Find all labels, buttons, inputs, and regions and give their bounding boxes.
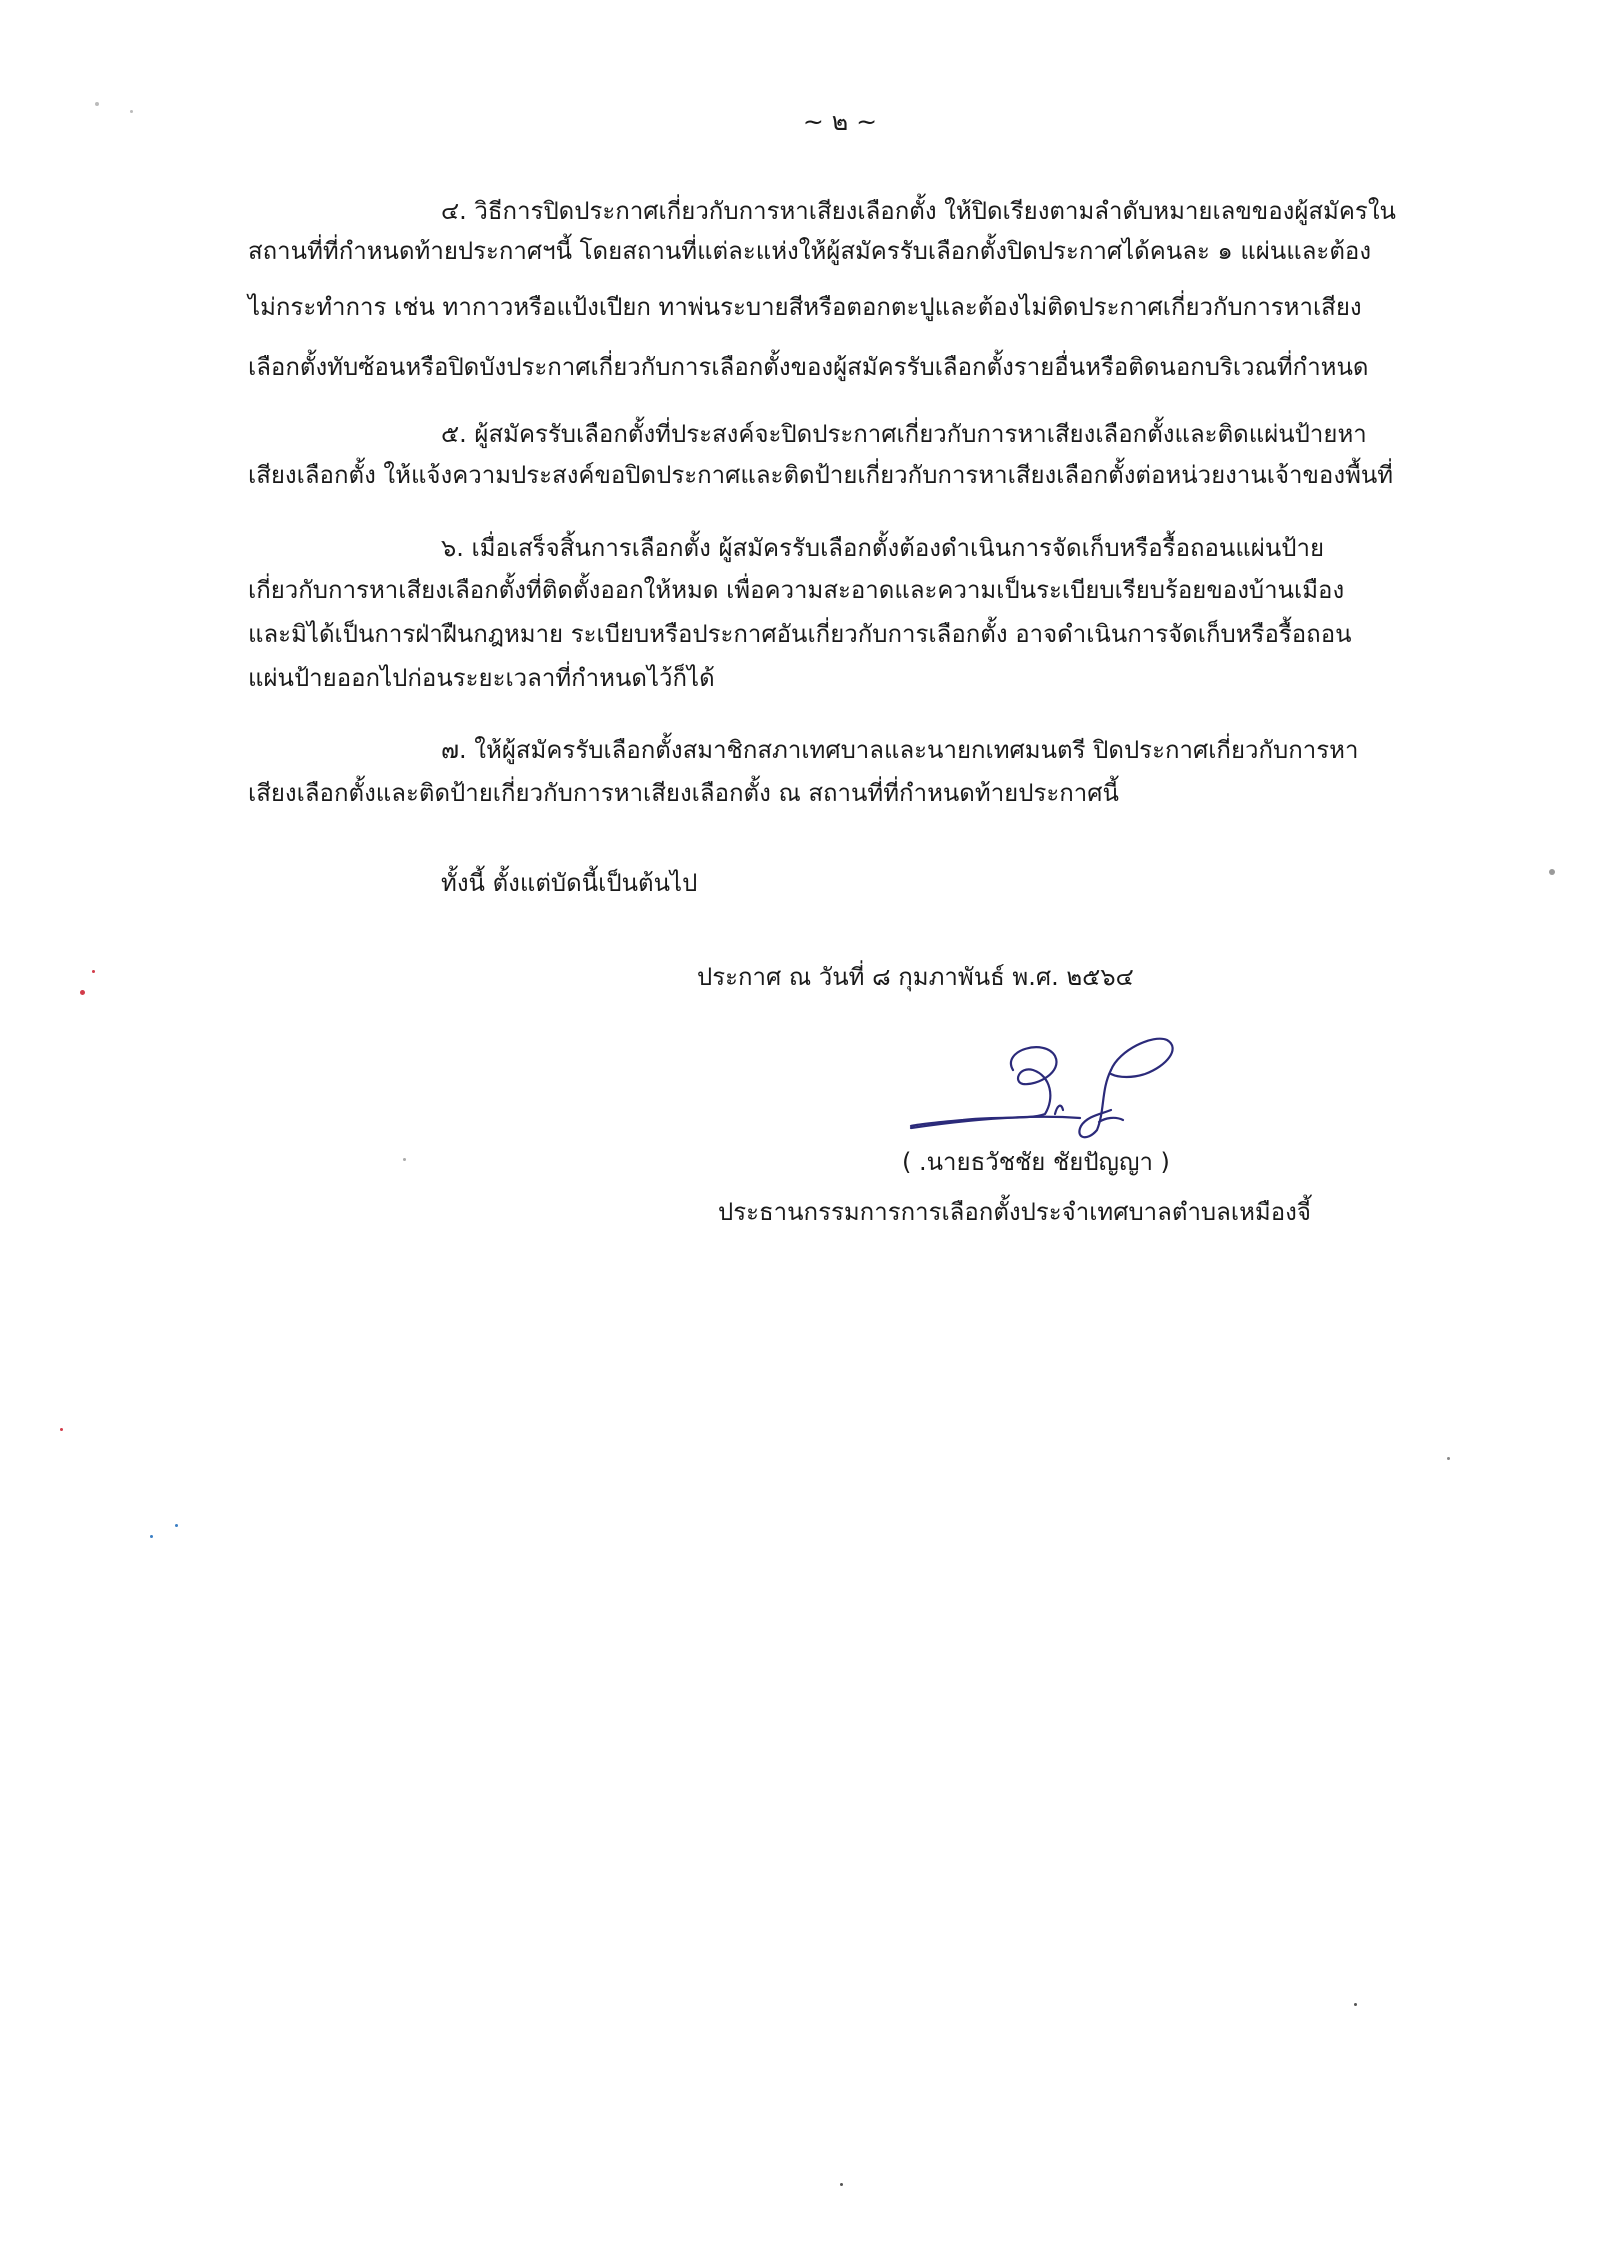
scan-speck [150, 1535, 153, 1538]
paragraph-7-line-2: เสียงเลือกตั้งและติดป้ายเกี่ยวกับการหาเสียงเลือกตั้ง ณ สถานที่ที่กำหนดท้ายประกาศนี้ [248, 779, 1119, 807]
paragraph-6-line-3: และมิได้เป็นการฝ่าฝืนกฎหมาย ระเบียบหรือประกาศอันเกี่ยวกับการเลือกตั้ง อาจดำเนินการจัดเก็บหรือรื้อถอน [248, 620, 1352, 648]
scan-speck [175, 1524, 178, 1527]
scan-speck [1354, 2003, 1357, 2006]
signatory-name: ( .นายธวัชชัย ชัยปัญญา ) [902, 1148, 1170, 1176]
scan-speck [60, 1428, 63, 1431]
scan-speck [403, 1158, 406, 1161]
signatory-position: ประธานกรรมการการเลือกตั้งประจำเทศบาลตำบลเหมืองจี้ [718, 1198, 1311, 1226]
paragraph-6-line-1: ๖. เมื่อเสร็จสิ้นการเลือกตั้ง ผู้สมัครรับเลือกตั้งต้องดำเนินการจัดเก็บหรือรื้อถอนแผ่นป้าย [441, 534, 1325, 562]
announcement-date: ประกาศ ณ วันที่ ๘ กุมภาพันธ์ พ.ศ. ๒๕๖๔ [697, 963, 1134, 991]
scan-speck [95, 102, 99, 106]
paragraph-7-line-1: ๗. ให้ผู้สมัครรับเลือกตั้งสมาชิกสภาเทศบาลและนายกเทศมนตรี ปิดประกาศเกี่ยวกับการหา [441, 736, 1359, 764]
page-number: ~ ๒ ~ [802, 107, 878, 136]
paragraph-4-line-1: ๔. วิธีการปิดประกาศเกี่ยวกับการหาเสียงเลือกตั้ง ให้ปิดเรียงตามลำดับหมายเลขของผู้สมัครใน [441, 197, 1396, 225]
paragraph-4-line-3: ไม่กระทำการ เช่น ทากาวหรือแป้งเปียก ทาพ่นระบายสีหรือตอกตะปูและต้องไม่ติดประกาศเกี่ยวกับการหาเสียง [248, 293, 1362, 321]
paragraph-5-line-1: ๕. ผู้สมัครรับเลือกตั้งที่ประสงค์จะปิดประกาศเกี่ยวกับการหาเสียงเลือกตั้งและติดแผ่นป้ายหา [441, 420, 1367, 448]
paragraph-6-line-4: แผ่นป้ายออกไปก่อนระยะเวลาที่กำหนดไว้ก็ได้ [248, 664, 715, 692]
paragraph-6-line-2: เกี่ยวกับการหาเสียงเลือกตั้งที่ติดตั้งออกให้หมด เพื่อความสะอาดและความเป็นระเบียบเรียบร้อยของบ้านเมือง [248, 576, 1345, 604]
scan-speck [80, 990, 85, 995]
scan-speck [840, 2183, 843, 2186]
paragraph-4-line-4: เลือกตั้งทับซ้อนหรือปิดบังประกาศเกี่ยวกับการเลือกตั้งของผู้สมัครรับเลือกตั้งรายอื่นหรือติดนอกบริเวณที่กำหนด [248, 353, 1369, 381]
effective-clause: ทั้งนี้ ตั้งแต่บัดนี้เป็นต้นไป [441, 869, 698, 897]
scan-speck [1549, 869, 1555, 875]
scan-speck [1447, 1457, 1450, 1460]
paragraph-4-line-2: สถานที่ที่กำหนดท้ายประกาศฯนี้ โดยสถานที่แต่ละแห่งให้ผู้สมัครรับเลือกตั้งปิดประกาศได้คนละ ๑ แผ่นและต้อง [248, 237, 1372, 265]
scan-speck [92, 970, 95, 973]
handwritten-signature [905, 1030, 1205, 1145]
scan-speck [130, 110, 133, 113]
paragraph-5-line-2: เสียงเลือกตั้ง ให้แจ้งความประสงค์ขอปิดประกาศและติดป้ายเกี่ยวกับการหาเสียงเลือกตั้งต่อหน่วยงานเจ้าของพื้นที่ [248, 461, 1394, 489]
